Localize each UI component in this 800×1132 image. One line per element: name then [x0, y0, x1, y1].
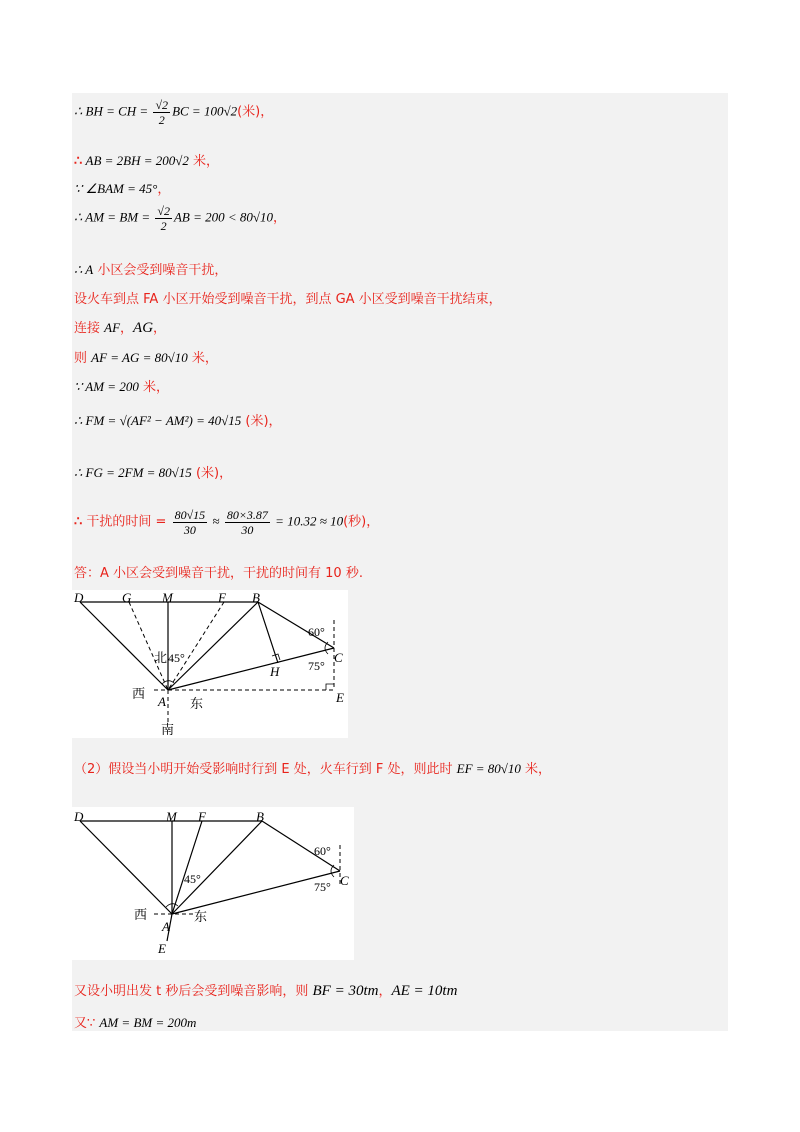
fraction: $\frac{80√15}{30}$ — [174, 508, 206, 537]
label-angle-60: 60° — [314, 844, 331, 858]
label-angle-75: 75° — [314, 880, 331, 894]
punct: ， — [157, 182, 171, 197]
label-e: E — [158, 941, 166, 956]
line-af-ag — [74, 347, 218, 366]
line-fg — [74, 462, 232, 481]
line-fa — [172, 821, 202, 914]
line-ga — [129, 602, 168, 690]
cn-text: 干扰的时间 = — [82, 514, 171, 530]
unit-text: 米， — [187, 351, 218, 366]
cn-text: 则 — [74, 351, 92, 366]
line-time-t — [74, 980, 457, 1000]
figure-1-diagram — [72, 590, 348, 738]
math-text: AM = BM = 200m — [99, 1015, 197, 1030]
therefore-symbol: ∴ — [74, 153, 86, 168]
cn-text: （2）假设当小明开始受影响时行到 E 处，火车行到 F 处，则此时 — [74, 762, 457, 777]
label-b: B — [256, 809, 264, 824]
label-angle-75: 75° — [308, 659, 325, 673]
label-a: A — [162, 919, 170, 934]
line-part2-assume — [74, 758, 551, 777]
unit-text: 米， — [520, 762, 552, 777]
label-b: B — [252, 590, 260, 605]
math-text: ∵ AM = 200 — [74, 379, 139, 394]
math-text: ∴ BH = CH = — [74, 103, 152, 119]
line-connect — [74, 317, 166, 337]
line-fm — [74, 410, 282, 429]
unit-text: 米， — [138, 380, 169, 395]
label-east: 东 — [190, 697, 204, 712]
figure-2 — [72, 807, 354, 960]
math-text: BF = 30tm — [312, 983, 379, 999]
line-answer — [74, 562, 363, 581]
punct: ， — [120, 321, 134, 336]
line-fa — [168, 602, 224, 690]
line-bh — [258, 602, 278, 663]
line-assume-train — [74, 288, 502, 307]
figure-1 — [72, 590, 348, 738]
label-f: F — [198, 809, 206, 824]
label-angle-60: 60° — [308, 625, 325, 639]
line-am — [74, 376, 169, 395]
unit-text: (秒)， — [343, 514, 380, 530]
unit-text: (米)， — [241, 414, 282, 429]
unit-text: (米)， — [191, 466, 233, 481]
line-am-bm — [74, 204, 286, 233]
math-text: BC = 100√2 — [172, 103, 238, 119]
figure-2-diagram — [72, 807, 354, 960]
label-d: D — [74, 809, 84, 824]
cn-text: 又设小明出发 t 秒后会受到噪音影响，则 — [74, 984, 313, 999]
math-text: AF = AG = 80√10 — [91, 350, 188, 365]
line-a-affected — [74, 259, 227, 278]
math-text: AB = 2BH = 200√2 — [85, 153, 189, 168]
math-text: ∴ A — [74, 262, 94, 277]
label-m: M — [162, 590, 173, 605]
math-text: ≈ — [209, 513, 223, 529]
line-da — [80, 821, 172, 914]
label-g: G — [122, 590, 132, 605]
cn-text: 小区会受到噪音干扰， — [93, 263, 228, 278]
label-a: A — [158, 694, 166, 709]
label-d: D — [74, 590, 84, 605]
math-text: ∴ FG = 2FM = 80√15 — [74, 465, 192, 480]
label-west: 西 — [134, 908, 148, 923]
line-ab — [74, 150, 219, 169]
cn-text: 又∵ — [74, 1016, 100, 1031]
math-text: AF — [104, 320, 121, 335]
fraction: $\frac{√2}{2}$ — [155, 98, 169, 127]
fraction: $\frac{80\times 3.87}{30}$ — [226, 508, 268, 537]
math-text: EF = 80√10 — [456, 761, 521, 776]
math-text: ∵ ∠BAM = 45° — [74, 181, 158, 196]
line-bh-ch — [74, 98, 273, 127]
label-east: 东 — [194, 910, 208, 925]
label-f: F — [218, 590, 226, 605]
fraction: $\frac{√2}{2}$ — [157, 204, 170, 233]
line-ba — [172, 821, 262, 914]
label-e: E — [336, 690, 344, 705]
math-text: AB = 200 < 80√10 — [173, 209, 274, 225]
math-text: ∴ FM = √(AF² − AM²) = 40√15 — [74, 413, 242, 428]
line-da — [80, 602, 168, 690]
line-ba — [168, 602, 258, 690]
label-m: M — [166, 809, 177, 824]
right-angle-e — [326, 684, 334, 690]
label-h: H — [270, 664, 280, 679]
answer-text: 答：A 小区会受到噪音干扰，干扰的时间有 10 秒. — [74, 566, 363, 581]
line-time — [74, 508, 379, 537]
label-north: 北 — [154, 651, 168, 666]
punct: ， — [378, 984, 392, 999]
label-c: C — [334, 650, 343, 665]
math-text: ∴ AM = BM = — [74, 209, 154, 225]
punct: ， — [273, 210, 287, 226]
math-text: AG — [133, 320, 154, 336]
line-am-bm-200 — [74, 1012, 196, 1031]
unit-text: (米)， — [237, 104, 274, 120]
label-south: 南 — [161, 723, 175, 738]
math-text: = 10.32 ≈ 10 — [271, 513, 344, 529]
therefore-symbol: ∴ — [74, 513, 83, 529]
label-angle-45: 45° — [168, 651, 185, 665]
label-west: 西 — [132, 687, 146, 702]
line-angle-bam — [74, 178, 170, 197]
punct: ， — [153, 321, 167, 336]
math-text: AE = 10tm — [391, 983, 458, 999]
label-angle-45: 45° — [184, 872, 201, 886]
unit-text: 米， — [188, 154, 220, 169]
label-c: C — [340, 873, 349, 888]
cn-text: 设火车到点 FA 小区开始受到噪音干扰，到点 GA 小区受到噪音干扰结束， — [74, 292, 502, 307]
cn-text: 连接 — [74, 321, 105, 336]
